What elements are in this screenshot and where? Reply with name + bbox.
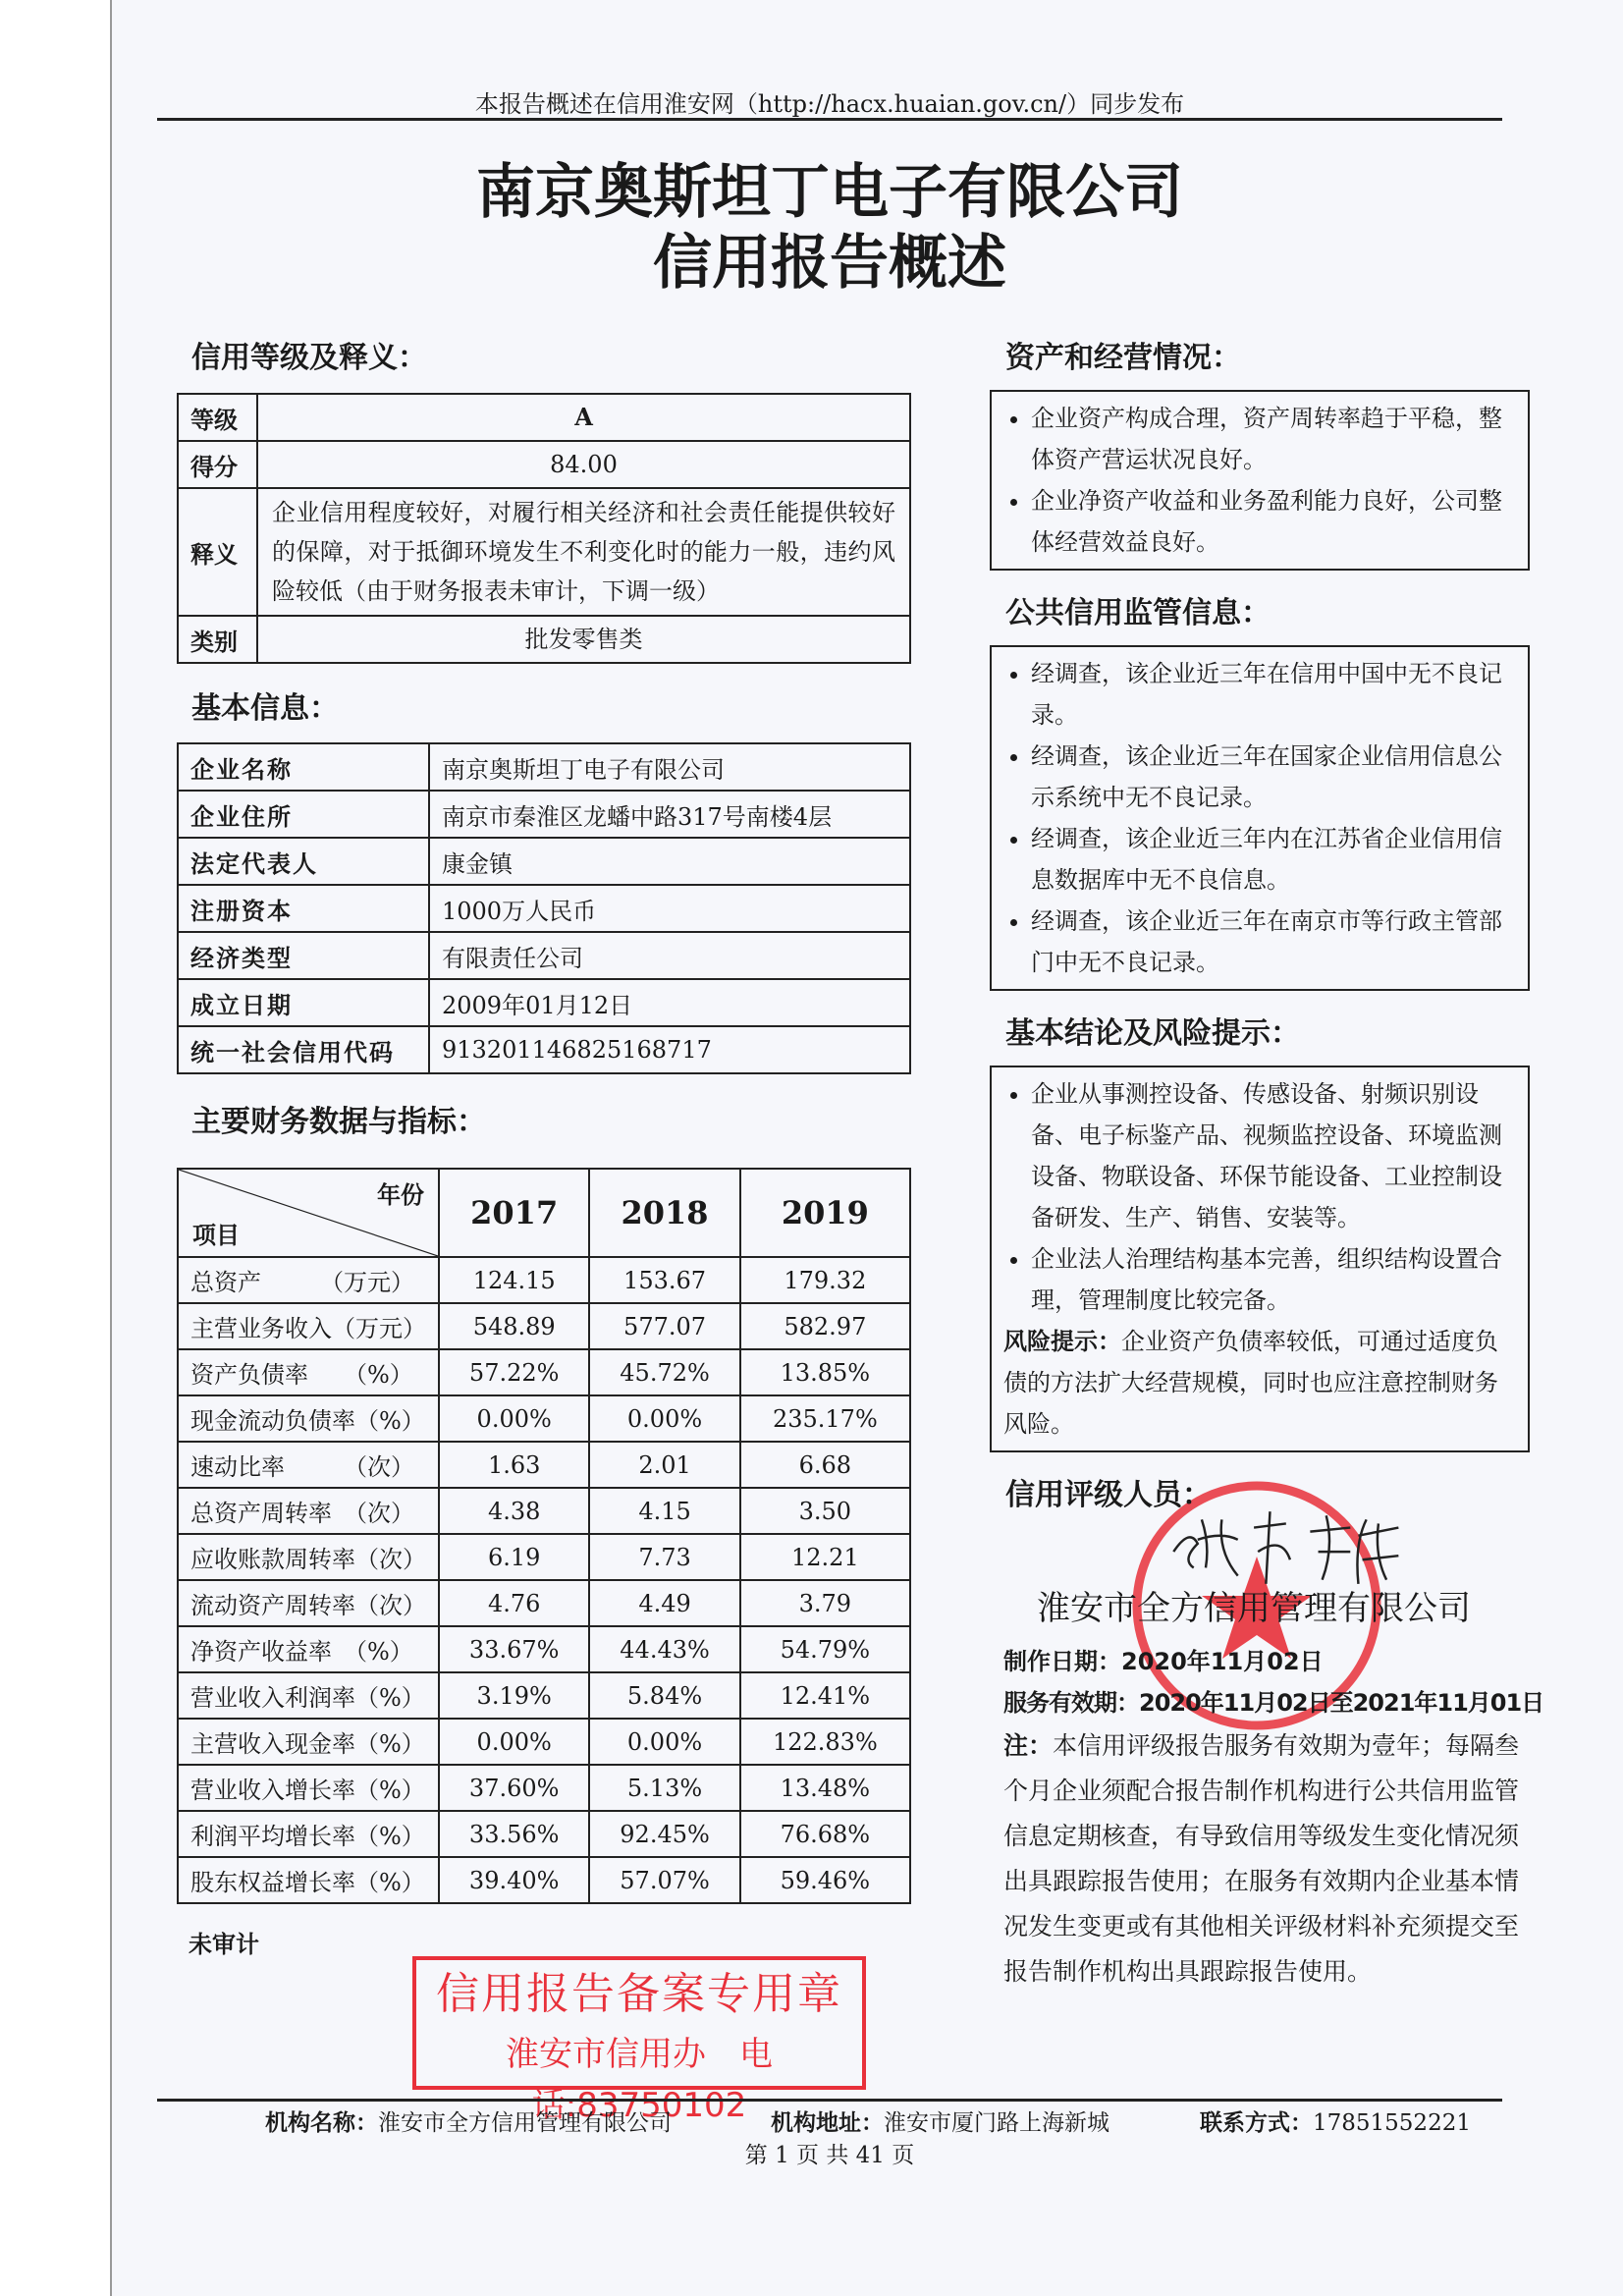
right-column bbox=[990, 339, 1544, 1995]
page-number: 第 1 页 共 41 页 bbox=[744, 2143, 915, 2168]
finance-value-2017: 33.56% bbox=[439, 1811, 589, 1857]
note-text: 本信用评级报告服务有效期为壹年；每隔叁个月企业须配合报告制作机构进行公共信用监管信息定期核查，有导致信用等级发生变化情况须出具跟踪报告使用；在服务有效期内企业基本情况发生变更或有其他相关评级材料补充须提交至报告制作机构出具跟踪报告使用。 bbox=[1003, 1731, 1520, 1986]
finance-value-2018: 45.72% bbox=[589, 1349, 739, 1395]
finance-value-2018: 577.07 bbox=[589, 1303, 739, 1349]
basic-row bbox=[178, 932, 910, 979]
rater-section bbox=[990, 1476, 1544, 1995]
finance-value-2017: 548.89 bbox=[439, 1303, 589, 1349]
finance-value-2017: 4.38 bbox=[439, 1488, 589, 1534]
rater-company: 淮安市全方信用管理有限公司 bbox=[1037, 1589, 1471, 1628]
finance-value-2019: 12.21 bbox=[740, 1534, 910, 1580]
public-heading: 公共信用监管信息： bbox=[1005, 596, 1271, 630]
finance-item: 利润平均增长率（%） bbox=[178, 1811, 439, 1857]
finance-value-2017: 33.67% bbox=[439, 1626, 589, 1672]
assets-item: • 企业净资产收益和业务盈利能力良好，公司整体经营效益良好。 bbox=[1031, 480, 1514, 563]
finance-row bbox=[178, 1349, 910, 1395]
finance-row bbox=[178, 1534, 910, 1580]
rater-heading: 信用评级人员： bbox=[1005, 1478, 1212, 1512]
finance-row bbox=[178, 1580, 910, 1626]
credit-row bbox=[178, 616, 910, 663]
finance-row bbox=[178, 1765, 910, 1811]
valid-period-value: 2020年11月02日至2021年11月01日 bbox=[1139, 1689, 1544, 1717]
basic-row bbox=[178, 791, 910, 838]
finance-header-row bbox=[178, 1169, 910, 1257]
credit-table bbox=[177, 393, 911, 664]
finance-value-2019: 13.85% bbox=[740, 1349, 910, 1395]
finance-row bbox=[178, 1442, 910, 1488]
finance-row bbox=[178, 1257, 910, 1303]
finance-item: 股东权益增长率（%） bbox=[178, 1857, 439, 1903]
finance-value-2019: 235.17% bbox=[740, 1395, 910, 1442]
finance-value-2018: 92.45% bbox=[589, 1811, 739, 1857]
credit-value: 批发零售类 bbox=[257, 616, 910, 663]
finance-value-2019: 54.79% bbox=[740, 1626, 910, 1672]
unaudited-note: 未审计 bbox=[189, 1931, 259, 1958]
finance-item: 速动比率 （次） bbox=[178, 1442, 439, 1488]
company-title: 南京奥斯坦丁电子有限公司 bbox=[476, 158, 1183, 227]
basic-key: 法定代表人 bbox=[178, 838, 429, 885]
basic-key: 经济类型 bbox=[178, 932, 429, 979]
finance-value-2017: 124.15 bbox=[439, 1257, 589, 1303]
credit-heading: 信用等级及释义： bbox=[191, 341, 427, 375]
corner-year-label: 年份 bbox=[377, 1181, 424, 1209]
assets-heading: 资产和经营情况： bbox=[1005, 341, 1241, 375]
corner-cell bbox=[178, 1169, 439, 1257]
risk-text: 企业资产负债率较低，可通过适度负债的方法扩大经营规模，同时也应注意控制财务风险。 bbox=[1003, 1328, 1498, 1438]
credit-value: 84.00 bbox=[257, 441, 910, 488]
credit-value: A bbox=[257, 394, 910, 441]
basic-heading: 基本信息： bbox=[191, 691, 339, 726]
finance-item: 现金流动负债率（%） bbox=[178, 1395, 439, 1442]
basic-value: 1000万人民币 bbox=[429, 885, 910, 932]
finance-value-2018: 153.67 bbox=[589, 1257, 739, 1303]
basic-row bbox=[178, 979, 910, 1026]
year-2018: 2018 bbox=[589, 1169, 739, 1257]
credit-key: 等级 bbox=[178, 394, 257, 441]
finance-value-2019: 179.32 bbox=[740, 1257, 910, 1303]
conclusion-item: • 企业从事测控设备、传感设备、射频识别设备、电子标鉴产品、视频监控设备、环境监测设备、物联设备、环保节能设备、工业控制设备研发、生产、销售、安装等。 bbox=[1031, 1073, 1514, 1238]
finance-row bbox=[178, 1488, 910, 1534]
footer-org-label: 机构名称： bbox=[265, 2110, 378, 2136]
public-box bbox=[990, 645, 1530, 991]
finance-value-2018: 2.01 bbox=[589, 1442, 739, 1488]
footer-contact-label: 联系方式： bbox=[1200, 2110, 1313, 2136]
basic-row bbox=[178, 885, 910, 932]
finance-value-2018: 4.49 bbox=[589, 1580, 739, 1626]
conclusion-box bbox=[990, 1066, 1530, 1452]
basic-key: 成立日期 bbox=[178, 979, 429, 1026]
finance-value-2019: 122.83% bbox=[740, 1719, 910, 1765]
finance-value-2019: 59.46% bbox=[740, 1857, 910, 1903]
basic-value: 南京市秦淮区龙蟠中路317号南楼4层 bbox=[429, 791, 910, 838]
filing-stamp-title: 信用报告备案专用章 bbox=[436, 1969, 842, 2019]
finance-value-2018: 57.07% bbox=[589, 1857, 739, 1903]
finance-value-2018: 7.73 bbox=[589, 1534, 739, 1580]
finance-item: 总资产周转率 （次） bbox=[178, 1488, 439, 1534]
finance-value-2019: 582.97 bbox=[740, 1303, 910, 1349]
footer-address-value: 淮安市厦门路上海新城 bbox=[884, 2110, 1109, 2136]
basic-value: 康金镇 bbox=[429, 838, 910, 885]
finance-item: 营业收入增长率（%） bbox=[178, 1765, 439, 1811]
public-item: • 经调查，该企业近三年在信用中国中无不良记录。 bbox=[1031, 653, 1514, 736]
made-date bbox=[1003, 1641, 1530, 1682]
finance-heading: 主要财务数据与指标： bbox=[191, 1105, 486, 1139]
basic-row bbox=[178, 1026, 910, 1073]
finance-row bbox=[178, 1303, 910, 1349]
finance-row bbox=[178, 1626, 910, 1672]
basic-value: 913201146825168717 bbox=[429, 1026, 910, 1073]
basic-key: 统一社会信用代码 bbox=[178, 1026, 429, 1073]
finance-value-2017: 57.22% bbox=[439, 1349, 589, 1395]
risk-label: 风险提示： bbox=[1003, 1328, 1121, 1355]
basic-key: 注册资本 bbox=[178, 885, 429, 932]
finance-value-2017: 1.63 bbox=[439, 1442, 589, 1488]
validity-note bbox=[1003, 1723, 1522, 1995]
finance-value-2019: 6.68 bbox=[740, 1442, 910, 1488]
credit-row bbox=[178, 441, 910, 488]
filing-stamp-phone: 淮安市信用办 电话:83750102 bbox=[506, 2035, 773, 2125]
footer-rule bbox=[157, 2099, 1502, 2102]
finance-value-2019: 76.68% bbox=[740, 1811, 910, 1857]
credit-value: 企业信用程度较好，对履行相关经济和社会责任能提供较好的保障，对于抵御环境发生不利变化时的能力一般，违约风险较低（由于财务报表未审计，下调一级） bbox=[257, 488, 910, 616]
credit-key: 类别 bbox=[178, 616, 257, 663]
assets-box bbox=[990, 390, 1530, 571]
finance-value-2018: 44.43% bbox=[589, 1626, 739, 1672]
publish-note: 本报告概述在信用淮安网（http://hacx.huaian.gov.cn/）同步发布 bbox=[474, 90, 1185, 118]
finance-item: 应收账款周转率（次） bbox=[178, 1534, 439, 1580]
conclusion-heading: 基本结论及风险提示： bbox=[1005, 1016, 1300, 1051]
footer-org-value: 淮安市全方信用管理有限公司 bbox=[378, 2110, 672, 2136]
conclusion-item: • 企业法人治理结构基本完善，组织结构设置合理，管理制度比较完备。 bbox=[1031, 1238, 1514, 1321]
finance-value-2018: 0.00% bbox=[589, 1719, 739, 1765]
finance-row bbox=[178, 1719, 910, 1765]
basic-row bbox=[178, 743, 910, 791]
basic-key: 企业名称 bbox=[178, 743, 429, 791]
basic-key: 企业住所 bbox=[178, 791, 429, 838]
finance-row bbox=[178, 1811, 910, 1857]
finance-item: 主营业务收入（万元） bbox=[178, 1303, 439, 1349]
finance-row bbox=[178, 1672, 910, 1719]
basic-value: 有限责任公司 bbox=[429, 932, 910, 979]
assets-item: • 企业资产构成合理，资产周转率趋于平稳，整体资产营运状况良好。 bbox=[1031, 398, 1514, 480]
corner-item-label: 项目 bbox=[192, 1222, 240, 1249]
finance-value-2017: 6.19 bbox=[439, 1534, 589, 1580]
finance-value-2017: 37.60% bbox=[439, 1765, 589, 1811]
footer-contact bbox=[1200, 2105, 1471, 2137]
valid-period bbox=[1003, 1682, 1544, 1723]
valid-period-label: 服务有效期： bbox=[1003, 1689, 1139, 1717]
finance-value-2019: 13.48% bbox=[740, 1765, 910, 1811]
finance-value-2019: 3.50 bbox=[740, 1488, 910, 1534]
finance-value-2018: 4.15 bbox=[589, 1488, 739, 1534]
scan-margin bbox=[0, 0, 112, 2296]
finance-value-2018: 0.00% bbox=[589, 1395, 739, 1442]
footer-org bbox=[265, 2105, 672, 2137]
finance-item: 流动资产周转率（次） bbox=[178, 1580, 439, 1626]
public-item: • 经调查，该企业近三年在南京市等行政主管部门中无不良记录。 bbox=[1031, 901, 1514, 983]
finance-value-2019: 3.79 bbox=[740, 1580, 910, 1626]
finance-item: 资产负债率 （%） bbox=[178, 1349, 439, 1395]
finance-value-2017: 39.40% bbox=[439, 1857, 589, 1903]
finance-row bbox=[178, 1395, 910, 1442]
finance-item: 总资产 （万元） bbox=[178, 1257, 439, 1303]
basic-value: 2009年01月12日 bbox=[429, 979, 910, 1026]
finance-item: 营业收入利润率（%） bbox=[178, 1672, 439, 1719]
finance-item: 主营收入现金率（%） bbox=[178, 1719, 439, 1765]
made-date-label: 制作日期： bbox=[1003, 1648, 1121, 1675]
footer-address bbox=[771, 2105, 1109, 2137]
note-label: 注： bbox=[1003, 1731, 1054, 1760]
made-date-value: 2020年11月02日 bbox=[1121, 1648, 1324, 1675]
public-item: • 经调查，该企业近三年在国家企业信用信息公示系统中无不良记录。 bbox=[1031, 736, 1514, 818]
finance-value-2018: 5.13% bbox=[589, 1765, 739, 1811]
finance-row bbox=[178, 1857, 910, 1903]
footer-contact-value: 17851552221 bbox=[1313, 2110, 1471, 2136]
finance-value-2019: 12.41% bbox=[740, 1672, 910, 1719]
finance-value-2017: 0.00% bbox=[439, 1395, 589, 1442]
basic-value: 南京奥斯坦丁电子有限公司 bbox=[429, 743, 910, 791]
header-rule bbox=[157, 118, 1502, 121]
public-item: • 经调查，该企业近三年内在江苏省企业信用信息数据库中无不良信息。 bbox=[1031, 818, 1514, 901]
year-2019: 2019 bbox=[740, 1169, 910, 1257]
credit-row bbox=[178, 488, 910, 616]
basic-row bbox=[178, 838, 910, 885]
credit-row bbox=[178, 394, 910, 441]
finance-table bbox=[177, 1168, 911, 1904]
finance-value-2017: 3.19% bbox=[439, 1672, 589, 1719]
finance-value-2017: 4.76 bbox=[439, 1580, 589, 1626]
finance-item: 净资产收益率 （%） bbox=[178, 1626, 439, 1672]
credit-key: 释义 bbox=[178, 488, 257, 616]
year-2017: 2017 bbox=[439, 1169, 589, 1257]
finance-value-2018: 5.84% bbox=[589, 1672, 739, 1719]
basic-info-table bbox=[177, 742, 911, 1074]
footer-address-label: 机构地址： bbox=[771, 2110, 884, 2136]
credit-key: 得分 bbox=[178, 441, 257, 488]
report-title: 信用报告概述 bbox=[653, 229, 1006, 298]
finance-value-2017: 0.00% bbox=[439, 1719, 589, 1765]
